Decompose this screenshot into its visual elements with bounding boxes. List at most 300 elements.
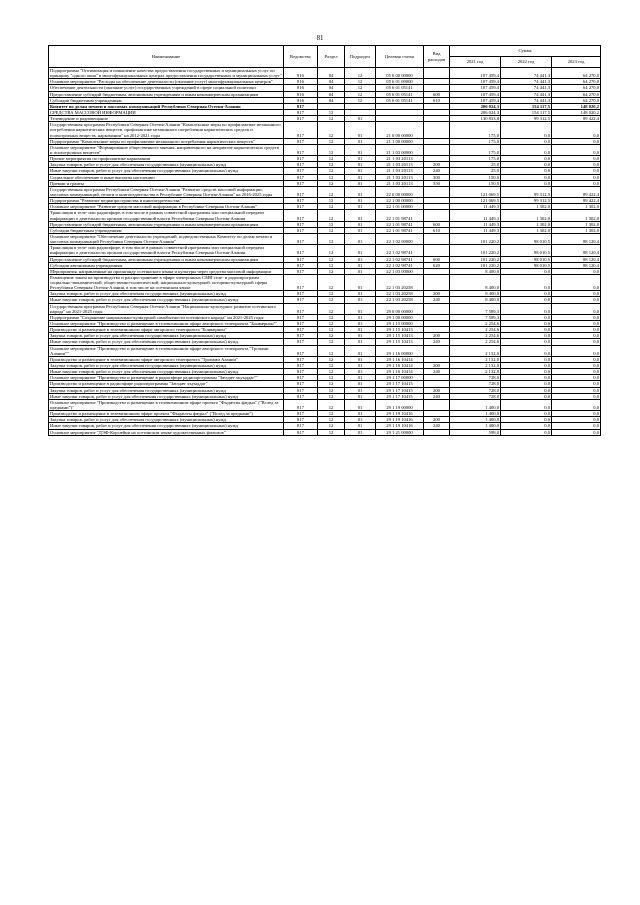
cell-sum-2022: 99 312,5 bbox=[501, 116, 552, 122]
cell-sum-2021: 1 400,0 bbox=[450, 417, 501, 423]
cell-name: Иные закупки товаров, работ и услуг для обеспечения государственных (муниципальных) нужд bbox=[49, 393, 284, 399]
cell-sum-2021: 150,0 bbox=[450, 180, 501, 186]
cell-section: 12 bbox=[318, 399, 345, 410]
cell-sum-2023: 0,0 bbox=[552, 168, 601, 174]
cell-ministry: 817 bbox=[284, 327, 318, 333]
cell-target-item: 21 1 03 20113 bbox=[376, 174, 424, 180]
cell-target-item: 21 1 03 20113 bbox=[376, 180, 424, 186]
cell-sum-2021: 1 400,0 bbox=[450, 411, 501, 417]
cell-expense-type: 610 bbox=[424, 227, 450, 233]
cell-subsection: 01 bbox=[345, 303, 376, 314]
cell-target-item: 29 1 21 00000 bbox=[376, 429, 424, 435]
table-row bbox=[49, 345, 601, 356]
cell-sum-2021: 206 024,3 bbox=[450, 103, 501, 109]
header-year-2021: 2021 год bbox=[450, 57, 501, 68]
cell-ministry: 816 bbox=[284, 85, 318, 91]
cell-sum-2023: 0,0 bbox=[552, 345, 601, 356]
cell-name: Иные закупки товаров, работ и услуг для обеспечения государственных (муниципальных) нужд bbox=[49, 168, 284, 174]
cell-subsection: 01 bbox=[345, 162, 376, 168]
cell-sum-2022: 0,0 bbox=[501, 375, 552, 381]
cell-expense-type bbox=[424, 144, 450, 155]
cell-ministry: 817 bbox=[284, 233, 318, 244]
cell-sum-2022: 0,0 bbox=[501, 429, 552, 435]
cell-sum-2022: 98 010,5 bbox=[501, 262, 552, 268]
cell-section: 12 bbox=[318, 162, 345, 168]
cell-expense-type: 240 bbox=[424, 297, 450, 303]
cell-sum-2023: 0,0 bbox=[552, 327, 601, 333]
cell-ministry: 817 bbox=[284, 381, 318, 387]
cell-sum-2022: 0,0 bbox=[501, 356, 552, 362]
cell-sum-2023: 0,0 bbox=[552, 393, 601, 399]
cell-sum-2022: 1 302,0 bbox=[501, 210, 552, 221]
cell-sum-2023: 64 270,0 bbox=[552, 79, 601, 85]
cell-sum-2022: 0,0 bbox=[501, 369, 552, 375]
cell-sum-2023: 64 270,0 bbox=[552, 97, 601, 103]
cell-section: 12 bbox=[318, 245, 345, 256]
cell-sum-2023: 148 020,2 bbox=[552, 103, 601, 109]
cell-subsection: 01 bbox=[345, 356, 376, 362]
cell-section: 12 bbox=[318, 233, 345, 244]
header-subsection: Подраздел bbox=[345, 46, 376, 68]
cell-ministry: 816 bbox=[284, 79, 318, 85]
cell-subsection: 01 bbox=[345, 399, 376, 410]
header-name: Наименование bbox=[49, 46, 284, 68]
cell-section: 12 bbox=[318, 268, 345, 274]
cell-sum-2022: 0,0 bbox=[501, 268, 552, 274]
cell-expense-type: 200 bbox=[424, 417, 450, 423]
cell-subsection: 01 bbox=[345, 321, 376, 327]
cell-sum-2021: 101 220,2 bbox=[450, 233, 501, 244]
cell-sum-2023: 0,0 bbox=[552, 423, 601, 429]
cell-sum-2023: 64 270,0 bbox=[552, 85, 601, 91]
cell-expense-type: 240 bbox=[424, 339, 450, 345]
cell-ministry: 817 bbox=[284, 423, 318, 429]
cell-section: 12 bbox=[318, 210, 345, 221]
cell-section: 12 bbox=[318, 116, 345, 122]
cell-target-item: 22 1 00 00000 bbox=[376, 198, 424, 204]
cell-sum-2023: 0,0 bbox=[552, 399, 601, 410]
cell-expense-type bbox=[424, 122, 450, 138]
table-row bbox=[49, 245, 601, 256]
cell-sum-2021: 2 254,6 bbox=[450, 339, 501, 345]
cell-ministry: 817 bbox=[284, 303, 318, 314]
cell-ministry: 817 bbox=[284, 138, 318, 144]
cell-sum-2022: 98 010,5 bbox=[501, 233, 552, 244]
cell-target-item: 22 1 02 98741 bbox=[376, 256, 424, 262]
cell-ministry: 817 bbox=[284, 429, 318, 435]
cell-sum-2021: 1 400,0 bbox=[450, 423, 501, 429]
cell-sum-2022: 0,0 bbox=[501, 339, 552, 345]
cell-ministry: 817 bbox=[284, 345, 318, 356]
header-sum: Сумма bbox=[450, 46, 601, 57]
cell-section: 04 bbox=[318, 79, 345, 85]
cell-ministry: 817 bbox=[284, 210, 318, 221]
cell-sum-2022: 0,0 bbox=[501, 138, 552, 144]
cell-target-item: 29 1 17 10415 bbox=[376, 381, 424, 387]
cell-sum-2022: 154 117,5 bbox=[501, 103, 552, 109]
cell-subsection: 12 bbox=[345, 97, 376, 103]
cell-target-item: 29 1 00 00000 bbox=[376, 314, 424, 320]
cell-section: 12 bbox=[318, 204, 345, 210]
cell-expense-type: 600 bbox=[424, 256, 450, 262]
table-row bbox=[49, 68, 601, 79]
cell-expense-type bbox=[424, 186, 450, 197]
cell-target-item: 21 1 00 00000 bbox=[376, 138, 424, 144]
cell-target-item: 21 0 00 00000 bbox=[376, 122, 424, 138]
cell-expense-type: 240 bbox=[424, 423, 450, 429]
cell-target-item: 22 0 00 00000 bbox=[376, 186, 424, 197]
cell-name: Закупка товаров, работ и услуг для обеспечения государственных (муниципальных) нужд bbox=[49, 387, 284, 393]
cell-name: Основное мероприятие "Производство и размещение в телевизионном эфире авторского телепроекта "Бонвæрнон"" bbox=[49, 321, 284, 327]
cell-ministry: 817 bbox=[284, 174, 318, 180]
cell-ministry: 817 bbox=[284, 314, 318, 320]
cell-sum-2022: 0,0 bbox=[501, 387, 552, 393]
cell-expense-type: 300 bbox=[424, 174, 450, 180]
cell-name: Основное мероприятие "Производство и размещение в радиоэфире радиопрограммы "Зæлдæг хъуыддаг"" bbox=[49, 375, 284, 381]
cell-sum-2023: 88 120,4 bbox=[552, 262, 601, 268]
cell-sum-2021: 8 400,0 bbox=[450, 291, 501, 297]
cell-subsection: 01 bbox=[345, 339, 376, 345]
cell-section: 12 bbox=[318, 417, 345, 423]
cell-sum-2021: 8 400,0 bbox=[450, 268, 501, 274]
cell-subsection: 01 bbox=[345, 375, 376, 381]
cell-name: Производство и размещение в телевизионном эфире проекта "Фыдæлты фæдыл" ("Вслед за предками") bbox=[49, 411, 284, 417]
cell-sum-2021: 101 220,2 bbox=[450, 245, 501, 256]
cell-target-item: 22 1 03 20258 bbox=[376, 297, 424, 303]
cell-section: 12 bbox=[318, 387, 345, 393]
cell-sum-2023: 0,0 bbox=[552, 122, 601, 138]
cell-sum-2023: 0,0 bbox=[552, 144, 601, 155]
cell-sum-2021: 11 449,3 bbox=[450, 221, 501, 227]
cell-name: Телевидение и радиовещание bbox=[49, 116, 284, 122]
cell-sum-2022: 0,0 bbox=[501, 291, 552, 297]
cell-expense-type bbox=[424, 429, 450, 435]
cell-ministry: 817 bbox=[284, 144, 318, 155]
cell-sum-2023: 0,0 bbox=[552, 381, 601, 387]
cell-subsection: 01 bbox=[345, 387, 376, 393]
cell-sum-2021: 728,0 bbox=[450, 381, 501, 387]
cell-sum-2023: 0,0 bbox=[552, 297, 601, 303]
cell-target-item: 05 6 00 00000 bbox=[376, 68, 424, 79]
cell-section: 12 bbox=[318, 411, 345, 417]
cell-name: Обеспечение деятельности (оказание услуг) государственных учреждений в сфере социальной политики bbox=[49, 85, 284, 91]
cell-ministry: 817 bbox=[284, 156, 318, 162]
cell-sum-2022: 0,0 bbox=[501, 156, 552, 162]
cell-expense-type: 200 bbox=[424, 363, 450, 369]
cell-subsection: 01 bbox=[345, 393, 376, 399]
cell-ministry: 817 bbox=[284, 339, 318, 345]
cell-sum-2021: 101 220,2 bbox=[450, 262, 501, 268]
cell-ministry: 817 bbox=[284, 162, 318, 168]
cell-target-item: 29 1 17 10415 bbox=[376, 393, 424, 399]
cell-sum-2023: 0,0 bbox=[552, 174, 601, 180]
table-row bbox=[49, 122, 601, 138]
cell-section: 04 bbox=[318, 91, 345, 97]
cell-sum-2021: 107 459,4 bbox=[450, 97, 501, 103]
cell-sum-2021: 107 459,4 bbox=[450, 91, 501, 97]
cell-name: Закупка товаров, работ и услуг для обеспечения государственных (муниципальных) нужд bbox=[49, 291, 284, 297]
table-row bbox=[49, 429, 601, 435]
header-section: Раздел bbox=[318, 46, 345, 68]
cell-sum-2022: 0,0 bbox=[501, 162, 552, 168]
cell-ministry: 817 bbox=[284, 375, 318, 381]
cell-sum-2021: 728,0 bbox=[450, 387, 501, 393]
cell-sum-2023: 0,0 bbox=[552, 268, 601, 274]
cell-sum-2021: 8 400,0 bbox=[450, 274, 501, 290]
cell-subsection: 01 bbox=[345, 297, 376, 303]
cell-target-item: 05 6 01 00000 bbox=[376, 79, 424, 85]
cell-section: 12 bbox=[318, 138, 345, 144]
cell-sum-2022: 1 302,0 bbox=[501, 221, 552, 227]
cell-subsection: 01 bbox=[345, 314, 376, 320]
cell-subsection: 01 bbox=[345, 186, 376, 197]
cell-subsection: 01 bbox=[345, 262, 376, 268]
cell-ministry: 816 bbox=[284, 97, 318, 103]
cell-sum-2023: 0,0 bbox=[552, 339, 601, 345]
cell-section: 12 bbox=[318, 321, 345, 327]
cell-sum-2023: 89 422,4 bbox=[552, 116, 601, 122]
cell-sum-2023: 1 302,0 bbox=[552, 221, 601, 227]
cell-expense-type bbox=[424, 68, 450, 79]
cell-section: 12 bbox=[318, 262, 345, 268]
table-row bbox=[49, 186, 601, 197]
table-row bbox=[49, 399, 601, 410]
cell-sum-2023: 88 120,4 bbox=[552, 256, 601, 262]
cell-name: Субсидии бюджетным учреждениям bbox=[49, 97, 284, 103]
cell-sum-2023: 64 270,0 bbox=[552, 91, 601, 97]
cell-ministry: 817 bbox=[284, 256, 318, 262]
cell-section: 12 bbox=[318, 303, 345, 314]
cell-ministry: 817 bbox=[284, 321, 318, 327]
cell-sum-2021: 130 833,8 bbox=[450, 116, 501, 122]
cell-target-item: 22 1 02 00000 bbox=[376, 233, 424, 244]
cell-subsection: 01 bbox=[345, 174, 376, 180]
cell-sum-2021: 107 459,4 bbox=[450, 79, 501, 85]
cell-ministry: 817 bbox=[284, 180, 318, 186]
cell-sum-2023: 88 120,4 bbox=[552, 233, 601, 244]
cell-sum-2021: 107 459,4 bbox=[450, 85, 501, 91]
cell-target-item: 29 1 15 10413 bbox=[376, 333, 424, 339]
cell-section: 12 bbox=[318, 297, 345, 303]
cell-subsection: 01 bbox=[345, 256, 376, 262]
cell-subsection: 01 bbox=[345, 122, 376, 138]
header-year-2023: 2023 год bbox=[552, 57, 601, 68]
cell-ministry: 817 bbox=[284, 268, 318, 274]
cell-sum-2022: 74 441,3 bbox=[501, 68, 552, 79]
cell-expense-type bbox=[424, 274, 450, 290]
cell-ministry: 817 bbox=[284, 356, 318, 362]
cell-section: 12 bbox=[318, 369, 345, 375]
cell-sum-2023: 0,0 bbox=[552, 333, 601, 339]
cell-section: 12 bbox=[318, 429, 345, 435]
cell-target-item: 22 1 03 00000 bbox=[376, 268, 424, 274]
cell-sum-2021: 2 132,0 bbox=[450, 363, 501, 369]
cell-subsection: 01 bbox=[345, 291, 376, 297]
table-row bbox=[49, 274, 601, 290]
cell-sum-2021: 2 132,0 bbox=[450, 356, 501, 362]
cell-sum-2021: 7 589,3 bbox=[450, 303, 501, 314]
cell-sum-2022: 1 302,0 bbox=[501, 204, 552, 210]
cell-sum-2022: 74 441,3 bbox=[501, 97, 552, 103]
cell-target-item: 29 1 19 10416 bbox=[376, 411, 424, 417]
cell-name: Подпрограмма "Оптимизация и повышение качества предоставления государственных и муниципальных услуг по принципу "одного окна" в многофункциональных центрах предоставления государственных и муниципальных услуг" bbox=[50, 68, 282, 79]
cell-sum-2023: 0,0 bbox=[552, 429, 601, 435]
cell-subsection: 01 bbox=[345, 363, 376, 369]
cell-section: 12 bbox=[318, 186, 345, 197]
cell-sum-2023: 0,0 bbox=[552, 356, 601, 362]
cell-sum-2021: 1 400,0 bbox=[450, 399, 501, 410]
cell-name: СРЕДСТВА МАССОВОЙ ИНФОРМАЦИИ bbox=[49, 109, 284, 115]
cell-sum-2021: 11 449,3 bbox=[450, 204, 501, 210]
cell-section: 12 bbox=[318, 381, 345, 387]
cell-subsection: 01 bbox=[345, 233, 376, 244]
cell-subsection: 01 bbox=[345, 168, 376, 174]
cell-section: 12 bbox=[318, 174, 345, 180]
cell-ministry: 817 bbox=[284, 221, 318, 227]
cell-sum-2021: 107 459,4 bbox=[450, 68, 501, 79]
cell-expense-type: 200 bbox=[424, 333, 450, 339]
cell-name: Мероприятия, направленные на пропаганду осетинского языка и культуры через средства массовой информации bbox=[49, 268, 284, 274]
cell-section: 12 bbox=[318, 227, 345, 233]
cell-target-item: 29 1 19 10416 bbox=[376, 417, 424, 423]
cell-subsection: 12 bbox=[345, 79, 376, 85]
cell-name: Производство и размещение в телевизионном эфире авторского телепроекта "Тропами Алании" bbox=[49, 356, 284, 362]
cell-section: 12 bbox=[318, 393, 345, 399]
cell-subsection: 01 bbox=[345, 144, 376, 155]
cell-sum-2021: 25,0 bbox=[450, 162, 501, 168]
cell-name: Закупка товаров, работ и услуг для обеспечения государственных (муниципальных) нужд bbox=[49, 162, 284, 168]
cell-sum-2022: 0,0 bbox=[501, 381, 552, 387]
cell-section: 12 bbox=[318, 333, 345, 339]
cell-name: Иные закупки товаров, работ и услуг для обеспечения государственных (муниципальных) нужд bbox=[49, 369, 284, 375]
cell-name: Комитет по делам печати и массовых коммуникаций Республики Северная Осетия-Алания bbox=[49, 103, 284, 109]
cell-section: 12 bbox=[318, 144, 345, 155]
cell-subsection: 01 bbox=[345, 198, 376, 204]
cell-name: Иные закупки товаров, работ и услуг для обеспечения государственных (муниципальных) нужд bbox=[49, 297, 284, 303]
cell-expense-type: 200 bbox=[424, 162, 450, 168]
cell-name: Основное мероприятие "Производство и размещение в телевизионном эфире проекта "Фыдæлты фæдыл" ("Вслед за предками")" bbox=[49, 399, 284, 410]
cell-section: 12 bbox=[318, 256, 345, 262]
cell-ministry: 817 bbox=[284, 363, 318, 369]
cell-sum-2022: 0,0 bbox=[501, 314, 552, 320]
cell-subsection: 01 bbox=[345, 268, 376, 274]
cell-sum-2023: 88 120,4 bbox=[552, 245, 601, 256]
cell-sum-2022: 74 441,3 bbox=[501, 91, 552, 97]
cell-ministry: 817 bbox=[284, 387, 318, 393]
cell-section: 12 bbox=[318, 356, 345, 362]
cell-ministry: 817 bbox=[284, 186, 318, 197]
cell-subsection: 01 bbox=[345, 227, 376, 233]
cell-expense-type: 350 bbox=[424, 180, 450, 186]
cell-sum-2023: 0,0 bbox=[552, 274, 601, 290]
cell-ministry: 817 bbox=[284, 227, 318, 233]
cell-target-item: 22 1 02 98741 bbox=[376, 245, 424, 256]
cell-target-item: 22 1 01 98741 bbox=[376, 227, 424, 233]
cell-subsection: 01 bbox=[345, 180, 376, 186]
cell-section: 12 bbox=[318, 345, 345, 356]
header-year-2022: 2022 год bbox=[501, 57, 552, 68]
cell-subsection: 01 bbox=[345, 369, 376, 375]
cell-section: 12 bbox=[318, 168, 345, 174]
cell-sum-2022: 98 010,5 bbox=[501, 245, 552, 256]
cell-target-item: 22 1 01 98741 bbox=[376, 221, 424, 227]
cell-sum-2023: 0,0 bbox=[552, 321, 601, 327]
cell-sum-2023: 0,0 bbox=[552, 180, 601, 186]
cell-target-item: 05 6 01 05141 bbox=[376, 91, 424, 97]
cell-sum-2022: 99 312,5 bbox=[501, 198, 552, 204]
cell-sum-2022: 0,0 bbox=[501, 393, 552, 399]
cell-sum-2021: 2 132,0 bbox=[450, 345, 501, 356]
cell-sum-2023: 0,0 bbox=[552, 156, 601, 162]
cell-sum-2021: 2 254,6 bbox=[450, 321, 501, 327]
table-row bbox=[49, 233, 601, 244]
cell-name: Государственная программа Республики Северная Осетия-Алания "Развитие средств массовой информации, массовых коммуникаций, печати и книгоиздательства в Республике Северная Осетия-Алания" на 2016-2025 годы bbox=[49, 186, 284, 197]
cell-subsection: 01 bbox=[345, 333, 376, 339]
cell-subsection: 01 bbox=[345, 345, 376, 356]
cell-sum-2023: 148 020,2 bbox=[552, 109, 601, 115]
table-body bbox=[49, 68, 601, 436]
cell-subsection: 01 bbox=[345, 138, 376, 144]
cell-name: Подпрограмма "Сохранение национально-культурной самобытности осетинского народа" на 2021-2025 годы bbox=[49, 314, 284, 320]
cell-sum-2021: 7 589,3 bbox=[450, 314, 501, 320]
cell-name: Производство и размещение в радиоэфире радиопрограммы "Зæлдæг хъуыддаг" bbox=[49, 381, 284, 387]
cell-name: Предоставление субсидий бюджетным, автономным учреждениям и иным некоммерческим организациям bbox=[49, 221, 284, 227]
cell-sum-2021: 2 132,0 bbox=[450, 369, 501, 375]
table-row bbox=[49, 210, 601, 221]
cell-section: 12 bbox=[318, 274, 345, 290]
cell-sum-2021: 728,0 bbox=[450, 375, 501, 381]
cell-section: 12 bbox=[318, 375, 345, 381]
cell-ministry: 817 bbox=[284, 417, 318, 423]
cell-sum-2022: 74 441,3 bbox=[501, 79, 552, 85]
cell-sum-2021: 2 254,6 bbox=[450, 327, 501, 333]
cell-ministry: 817 bbox=[284, 262, 318, 268]
cell-section: 04 bbox=[318, 68, 345, 79]
cell-name: Основное мероприятие "Развитие средств массовой информации в Республике Северная Осетия-Алания" bbox=[49, 204, 284, 210]
cell-sum-2022: 0,0 bbox=[501, 333, 552, 339]
cell-sum-2021: 11 449,3 bbox=[450, 227, 501, 233]
cell-ministry: 817 bbox=[284, 122, 318, 138]
cell-target-item: 22 1 03 20258 bbox=[376, 291, 424, 297]
cell-expense-type bbox=[424, 399, 450, 410]
cell-sum-2022: 0,0 bbox=[501, 174, 552, 180]
cell-target-item: 29 0 00 00000 bbox=[376, 303, 424, 314]
cell-sum-2021: 2 254,6 bbox=[450, 333, 501, 339]
cell-subsection: 01 bbox=[345, 116, 376, 122]
cell-sum-2022: 0,0 bbox=[501, 122, 552, 138]
cell-sum-2023: 0,0 bbox=[552, 162, 601, 168]
cell-target-item: 22 1 02 98741 bbox=[376, 262, 424, 268]
cell-target-item: 21 1 03 00000 bbox=[376, 144, 424, 155]
cell-sum-2021: 728,0 bbox=[450, 393, 501, 399]
cell-sum-2021: 175,0 bbox=[450, 122, 501, 138]
cell-section: 12 bbox=[318, 314, 345, 320]
cell-section: 12 bbox=[318, 363, 345, 369]
cell-section: 04 bbox=[318, 85, 345, 91]
cell-sum-2022: 0,0 bbox=[501, 321, 552, 327]
cell-name: Субсидии автономным учреждениям bbox=[49, 262, 284, 268]
cell-expense-type bbox=[424, 345, 450, 356]
cell-sum-2023: 0,0 bbox=[552, 411, 601, 417]
cell-sum-2021: 25,0 bbox=[450, 168, 501, 174]
cell-sum-2022: 0,0 bbox=[501, 327, 552, 333]
cell-name: Основное мероприятие "Обеспечение деятельности учреждений, подведомственных Комитету по делам печати и массовых коммуникаций Республики Северная Осетия-Алания" bbox=[49, 233, 284, 244]
cell-subsection: 01 bbox=[345, 210, 376, 221]
cell-section: 12 bbox=[318, 156, 345, 162]
cell-expense-type bbox=[424, 303, 450, 314]
cell-ministry: 816 bbox=[284, 91, 318, 97]
cell-target-item: 29 1 19 10416 bbox=[376, 423, 424, 429]
